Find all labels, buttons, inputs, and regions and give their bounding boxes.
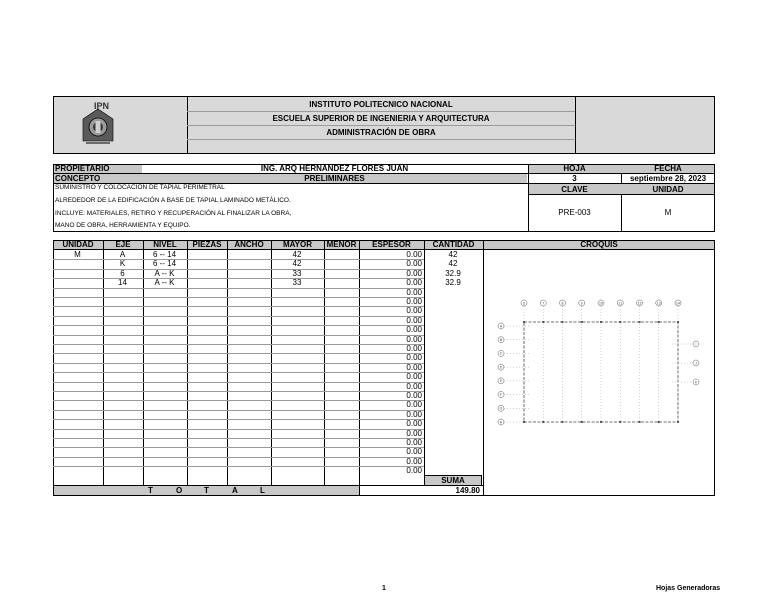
table-cell-mayor: 42 bbox=[292, 259, 302, 269]
table-cell-cantidad: 42 bbox=[448, 250, 458, 259]
table-cell-mayor: 33 bbox=[292, 278, 302, 288]
table-cell-cantidad: 32.9 bbox=[445, 268, 461, 278]
suma-label: SUMA bbox=[441, 476, 465, 485]
description-line: INCLUYE: MATERIALES, RETIRO Y RECUPERACIÓN AL FINALIZAR LA OBRA, bbox=[55, 210, 292, 217]
axis-label: 9 bbox=[580, 301, 583, 306]
table-cell-espesor: 0.00 bbox=[406, 419, 422, 429]
page-number: 1 bbox=[382, 585, 386, 592]
axis-label: 8 bbox=[561, 301, 564, 306]
table-cell-eje: K bbox=[119, 259, 126, 269]
axis-label: 7 bbox=[542, 301, 545, 306]
column-mark bbox=[658, 421, 660, 423]
description-line: MANO DE OBRA, HERRAMIENTA Y EQUIPO. bbox=[55, 222, 191, 229]
propietario-value: ING. ARQ HERNANDEZ FLORES JUAN bbox=[260, 164, 409, 173]
header-line3: ADMINISTRACIÓN DE OBRA bbox=[326, 128, 436, 137]
total-letter: T bbox=[204, 486, 209, 495]
header-line2: ESCUELA SUPERIOR DE INGENIERIA Y ARQUITECTURA bbox=[272, 114, 490, 123]
column-mark bbox=[619, 321, 621, 323]
axis-label: I bbox=[695, 342, 697, 347]
clave-value: PRE-003 bbox=[558, 208, 591, 217]
unidad-label: UNIDAD bbox=[652, 185, 684, 194]
axis-label: G bbox=[499, 406, 503, 411]
table-cell-espesor: 0.00 bbox=[406, 466, 422, 476]
description-line: SUMINISTRO Y COLOCACIÓN DE TAPIAL PERIMETRAL bbox=[55, 184, 225, 191]
column-mark bbox=[523, 321, 525, 323]
axis-label: 6 bbox=[523, 301, 525, 306]
column-header: MENOR bbox=[326, 240, 357, 249]
croquis-drawing bbox=[492, 294, 706, 430]
table-cell-espesor: 0.00 bbox=[406, 344, 422, 353]
clave-label: CLAVE bbox=[561, 185, 588, 194]
table-cell-espesor: 0.00 bbox=[406, 250, 422, 259]
column-header: CANTIDAD bbox=[432, 240, 475, 249]
propietario-label: PROPIETARIO bbox=[55, 164, 110, 173]
axis-label: 11 bbox=[618, 301, 623, 306]
column-header: MAYOR bbox=[282, 240, 313, 249]
column-mark bbox=[542, 321, 544, 323]
column-mark bbox=[600, 421, 602, 423]
hoja-value: 3 bbox=[572, 174, 577, 183]
column-header: EJE bbox=[115, 240, 131, 249]
table-cell-cantidad: 32.9 bbox=[445, 278, 461, 288]
column-header: ANCHO bbox=[234, 240, 264, 249]
description-line: ALREDEDOR DE LA EDIFICACIÓN A BASE DE TAPIAL LAMINADO METÁLICO. bbox=[55, 197, 291, 204]
table-cell-espesor: 0.00 bbox=[406, 287, 422, 297]
table-cell-espesor: 0.00 bbox=[406, 325, 422, 335]
axis-label: 12 bbox=[637, 301, 642, 306]
column-mark bbox=[619, 421, 621, 423]
axis-label: E bbox=[499, 379, 503, 384]
axis-label: A bbox=[499, 324, 503, 329]
column-mark bbox=[677, 321, 679, 323]
concepto-value: PRELIMINARES bbox=[304, 174, 365, 183]
table-cell-espesor: 0.00 bbox=[406, 306, 422, 316]
table-cell-eje: A bbox=[119, 250, 126, 259]
column-mark bbox=[542, 421, 544, 423]
table-cell-cantidad: 42 bbox=[448, 259, 458, 269]
axis-label: 10 bbox=[599, 301, 603, 306]
fecha-label: FECHA bbox=[654, 164, 682, 173]
column-mark bbox=[581, 421, 583, 423]
column-mark bbox=[562, 421, 564, 423]
column-mark bbox=[639, 421, 641, 423]
table-cell-espesor: 0.00 bbox=[406, 372, 422, 382]
axis-label: H bbox=[499, 420, 503, 425]
table-cell-espesor: 0.00 bbox=[406, 447, 422, 457]
table-cell-espesor: 0.00 bbox=[406, 362, 422, 372]
column-mark bbox=[639, 321, 641, 323]
column-mark bbox=[600, 321, 602, 323]
axis-label: C bbox=[499, 351, 503, 356]
column-header: UNIDAD bbox=[62, 240, 94, 249]
axis-label: B bbox=[499, 338, 503, 343]
total-letter: L bbox=[260, 486, 265, 495]
axis-label: J bbox=[695, 361, 697, 366]
total-letter: T bbox=[148, 486, 153, 495]
table-cell-espesor: 0.00 bbox=[406, 381, 422, 391]
axis-label: 14 bbox=[676, 301, 680, 306]
total-letter: O bbox=[176, 486, 183, 495]
total-letter: A bbox=[232, 486, 238, 495]
column-mark bbox=[677, 421, 679, 423]
column-mark bbox=[581, 321, 583, 323]
table-cell-mayor: 33 bbox=[292, 268, 302, 278]
table-cell-nivel: A -- K bbox=[154, 268, 175, 278]
table-cell-eje: 14 bbox=[118, 278, 127, 288]
axis-label: 13 bbox=[656, 301, 661, 306]
column-header: PIEZAS bbox=[192, 240, 222, 249]
table-cell-nivel: 6 -- 14 bbox=[152, 250, 177, 259]
sheet-name: Hojas Generadoras bbox=[656, 585, 721, 592]
croquis-label: CROQUIS bbox=[580, 240, 618, 249]
table-cell-espesor: 0.00 bbox=[406, 409, 422, 419]
concepto-label: CONCEPTO bbox=[55, 174, 101, 183]
unidad-value: M bbox=[664, 208, 672, 217]
table-cell-espesor: 0.00 bbox=[406, 297, 422, 306]
column-mark bbox=[523, 421, 525, 423]
table-cell-eje: 6 bbox=[120, 268, 125, 278]
column-header: ESPESOR bbox=[372, 240, 411, 249]
header-line1: INSTITUTO POLITECNICO NACIONAL bbox=[309, 100, 453, 109]
table-cell-mayor: 42 bbox=[292, 250, 302, 259]
table-cell-nivel: A -- K bbox=[154, 278, 175, 288]
table-cell-espesor: 0.00 bbox=[406, 259, 422, 269]
ipn-logo-text: IPN bbox=[94, 101, 110, 111]
table-cell-espesor: 0.00 bbox=[406, 278, 422, 288]
table-cell-espesor: 0.00 bbox=[406, 428, 422, 438]
table-cell-espesor: 0.00 bbox=[406, 438, 422, 447]
column-mark bbox=[562, 321, 564, 323]
fecha-value: septiembre 28, 2023 bbox=[629, 174, 707, 183]
table-cell-unidad: M bbox=[74, 250, 81, 259]
axis-label: F bbox=[499, 392, 503, 397]
hoja-label: HOJA bbox=[563, 164, 586, 173]
total-value: 149.80 bbox=[455, 486, 480, 495]
table-cell-espesor: 0.00 bbox=[406, 391, 422, 400]
table-cell-espesor: 0.00 bbox=[406, 315, 422, 325]
table-cell-espesor: 0.00 bbox=[406, 353, 422, 363]
axis-label: K bbox=[694, 380, 698, 385]
column-mark bbox=[658, 321, 660, 323]
column-header: NIVEL bbox=[153, 240, 177, 249]
table-cell-espesor: 0.00 bbox=[406, 334, 422, 344]
table-cell-espesor: 0.00 bbox=[406, 400, 422, 410]
table-cell-nivel: 6 -- 14 bbox=[152, 259, 177, 269]
axis-label: D bbox=[499, 365, 503, 370]
table-cell-espesor: 0.00 bbox=[406, 268, 422, 278]
table-cell-espesor: 0.00 bbox=[406, 456, 422, 466]
